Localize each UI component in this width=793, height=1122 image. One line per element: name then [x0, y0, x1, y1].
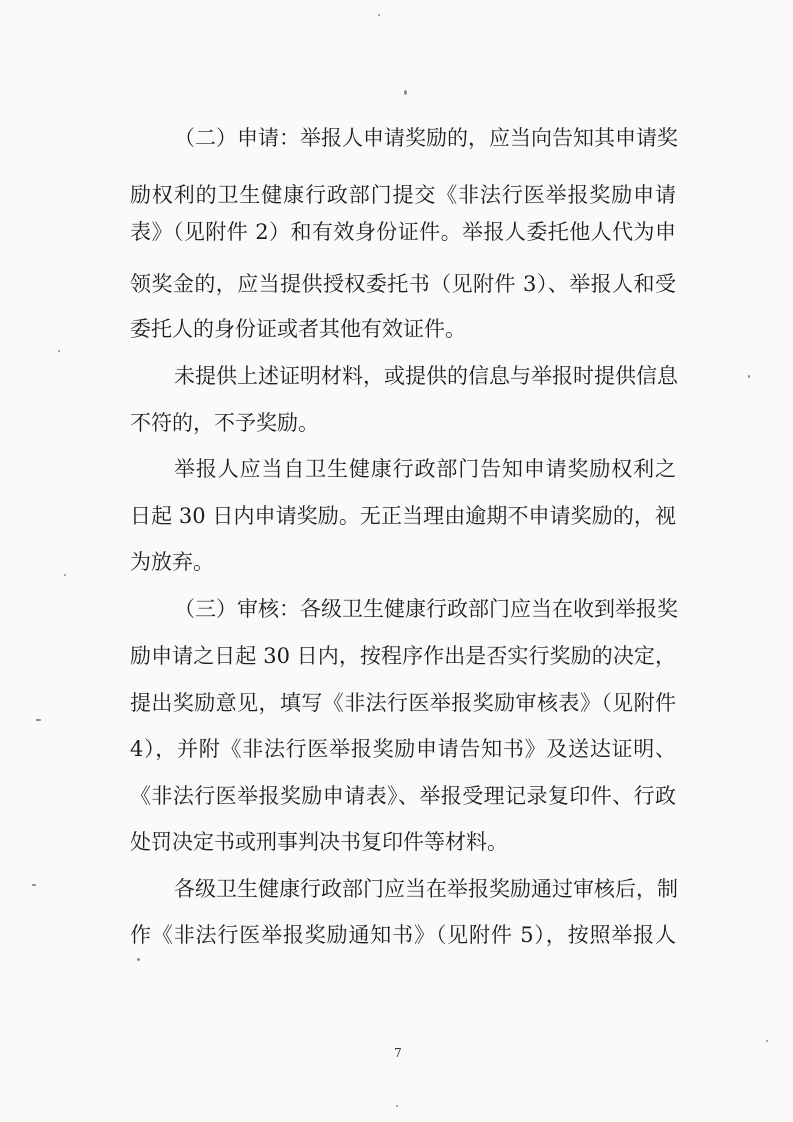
- text-line: [0, 214, 793, 250]
- text-line-content: 未提供上述证明材料，或提供的信息与举报时提供信息: [174, 364, 678, 388]
- text-line-content: 为放弃。: [130, 550, 214, 574]
- text-line: [0, 591, 793, 627]
- text-line: [0, 498, 793, 534]
- text-line: [0, 120, 793, 156]
- text-line-content: 处罚决定书或刑事判决书复印件等材料。: [130, 830, 508, 854]
- text-line-content: （二）申请：举报人申请奖励的，应当向告知其申请奖: [174, 126, 678, 150]
- text-line: [0, 358, 793, 394]
- text-line-content: 励权利的卫生健康行政部门提交《非法行医举报奖励申请: [130, 183, 676, 207]
- text-line-content: 作《非法行医举报奖励通知书》（见附件 5），按照举报人: [130, 923, 676, 947]
- text-line: [0, 311, 793, 347]
- text-line: [0, 405, 793, 441]
- text-line-content: 举报人应当自卫生健康行政部门告知申请奖励权利之: [174, 457, 676, 481]
- text-line-content: 委托人的身份证或者其他有效证件。: [130, 317, 466, 341]
- scan-speck: [64, 574, 66, 576]
- text-line: [0, 824, 793, 860]
- text-line: [0, 177, 793, 213]
- text-line-content: （三）审核：各级卫生健康行政部门应当在收到举报奖: [174, 597, 678, 621]
- text-line-content: 《非法行医举报奖励申请表》、举报受理记录复印件、行政: [130, 784, 676, 808]
- text-line-content: 领奖金的，应当提供授权委托书（见附件 3）、举报人和受: [130, 272, 676, 296]
- text-line-content: 表》（见附件 2）和有效身份证件。举报人委托他人代为申: [130, 220, 676, 244]
- scan-speck: [36, 719, 41, 721]
- page-number: 7: [394, 1046, 402, 1060]
- scan-speck: [32, 884, 36, 886]
- scan-speck: [404, 90, 407, 95]
- text-line-content: 励申请之日起 30 日内，按程序作出是否实行奖励的决定，: [130, 644, 676, 668]
- text-line: [0, 871, 793, 907]
- text-line: [0, 451, 793, 487]
- text-line: [0, 731, 793, 767]
- scan-speck: [396, 1105, 398, 1107]
- text-line-content: 不符的，不予奖励。: [130, 411, 319, 435]
- scan-speck: [137, 958, 140, 961]
- text-line: [0, 917, 793, 953]
- text-line: [0, 778, 793, 814]
- text-line-content: 各级卫生健康行政部门应当在举报奖励通过审核后，制: [174, 877, 678, 901]
- scan-speck: [378, 14, 380, 16]
- scan-speck: [766, 1040, 768, 1042]
- text-line-content: 日起 30 日内申请奖励。无正当理由逾期不申请奖励的，视: [130, 504, 676, 528]
- text-line: [0, 685, 793, 721]
- text-line: [0, 266, 793, 302]
- text-line-content: 4），并附《非法行医举报奖励申请告知书》及送达证明、: [130, 737, 676, 761]
- text-line: [0, 544, 793, 580]
- text-line: [0, 638, 793, 674]
- text-line-content: 提出奖励意见，填写《非法行医举报奖励审核表》（见附件: [130, 691, 676, 715]
- scan-speck: [748, 375, 750, 378]
- scan-speck: [58, 350, 60, 352]
